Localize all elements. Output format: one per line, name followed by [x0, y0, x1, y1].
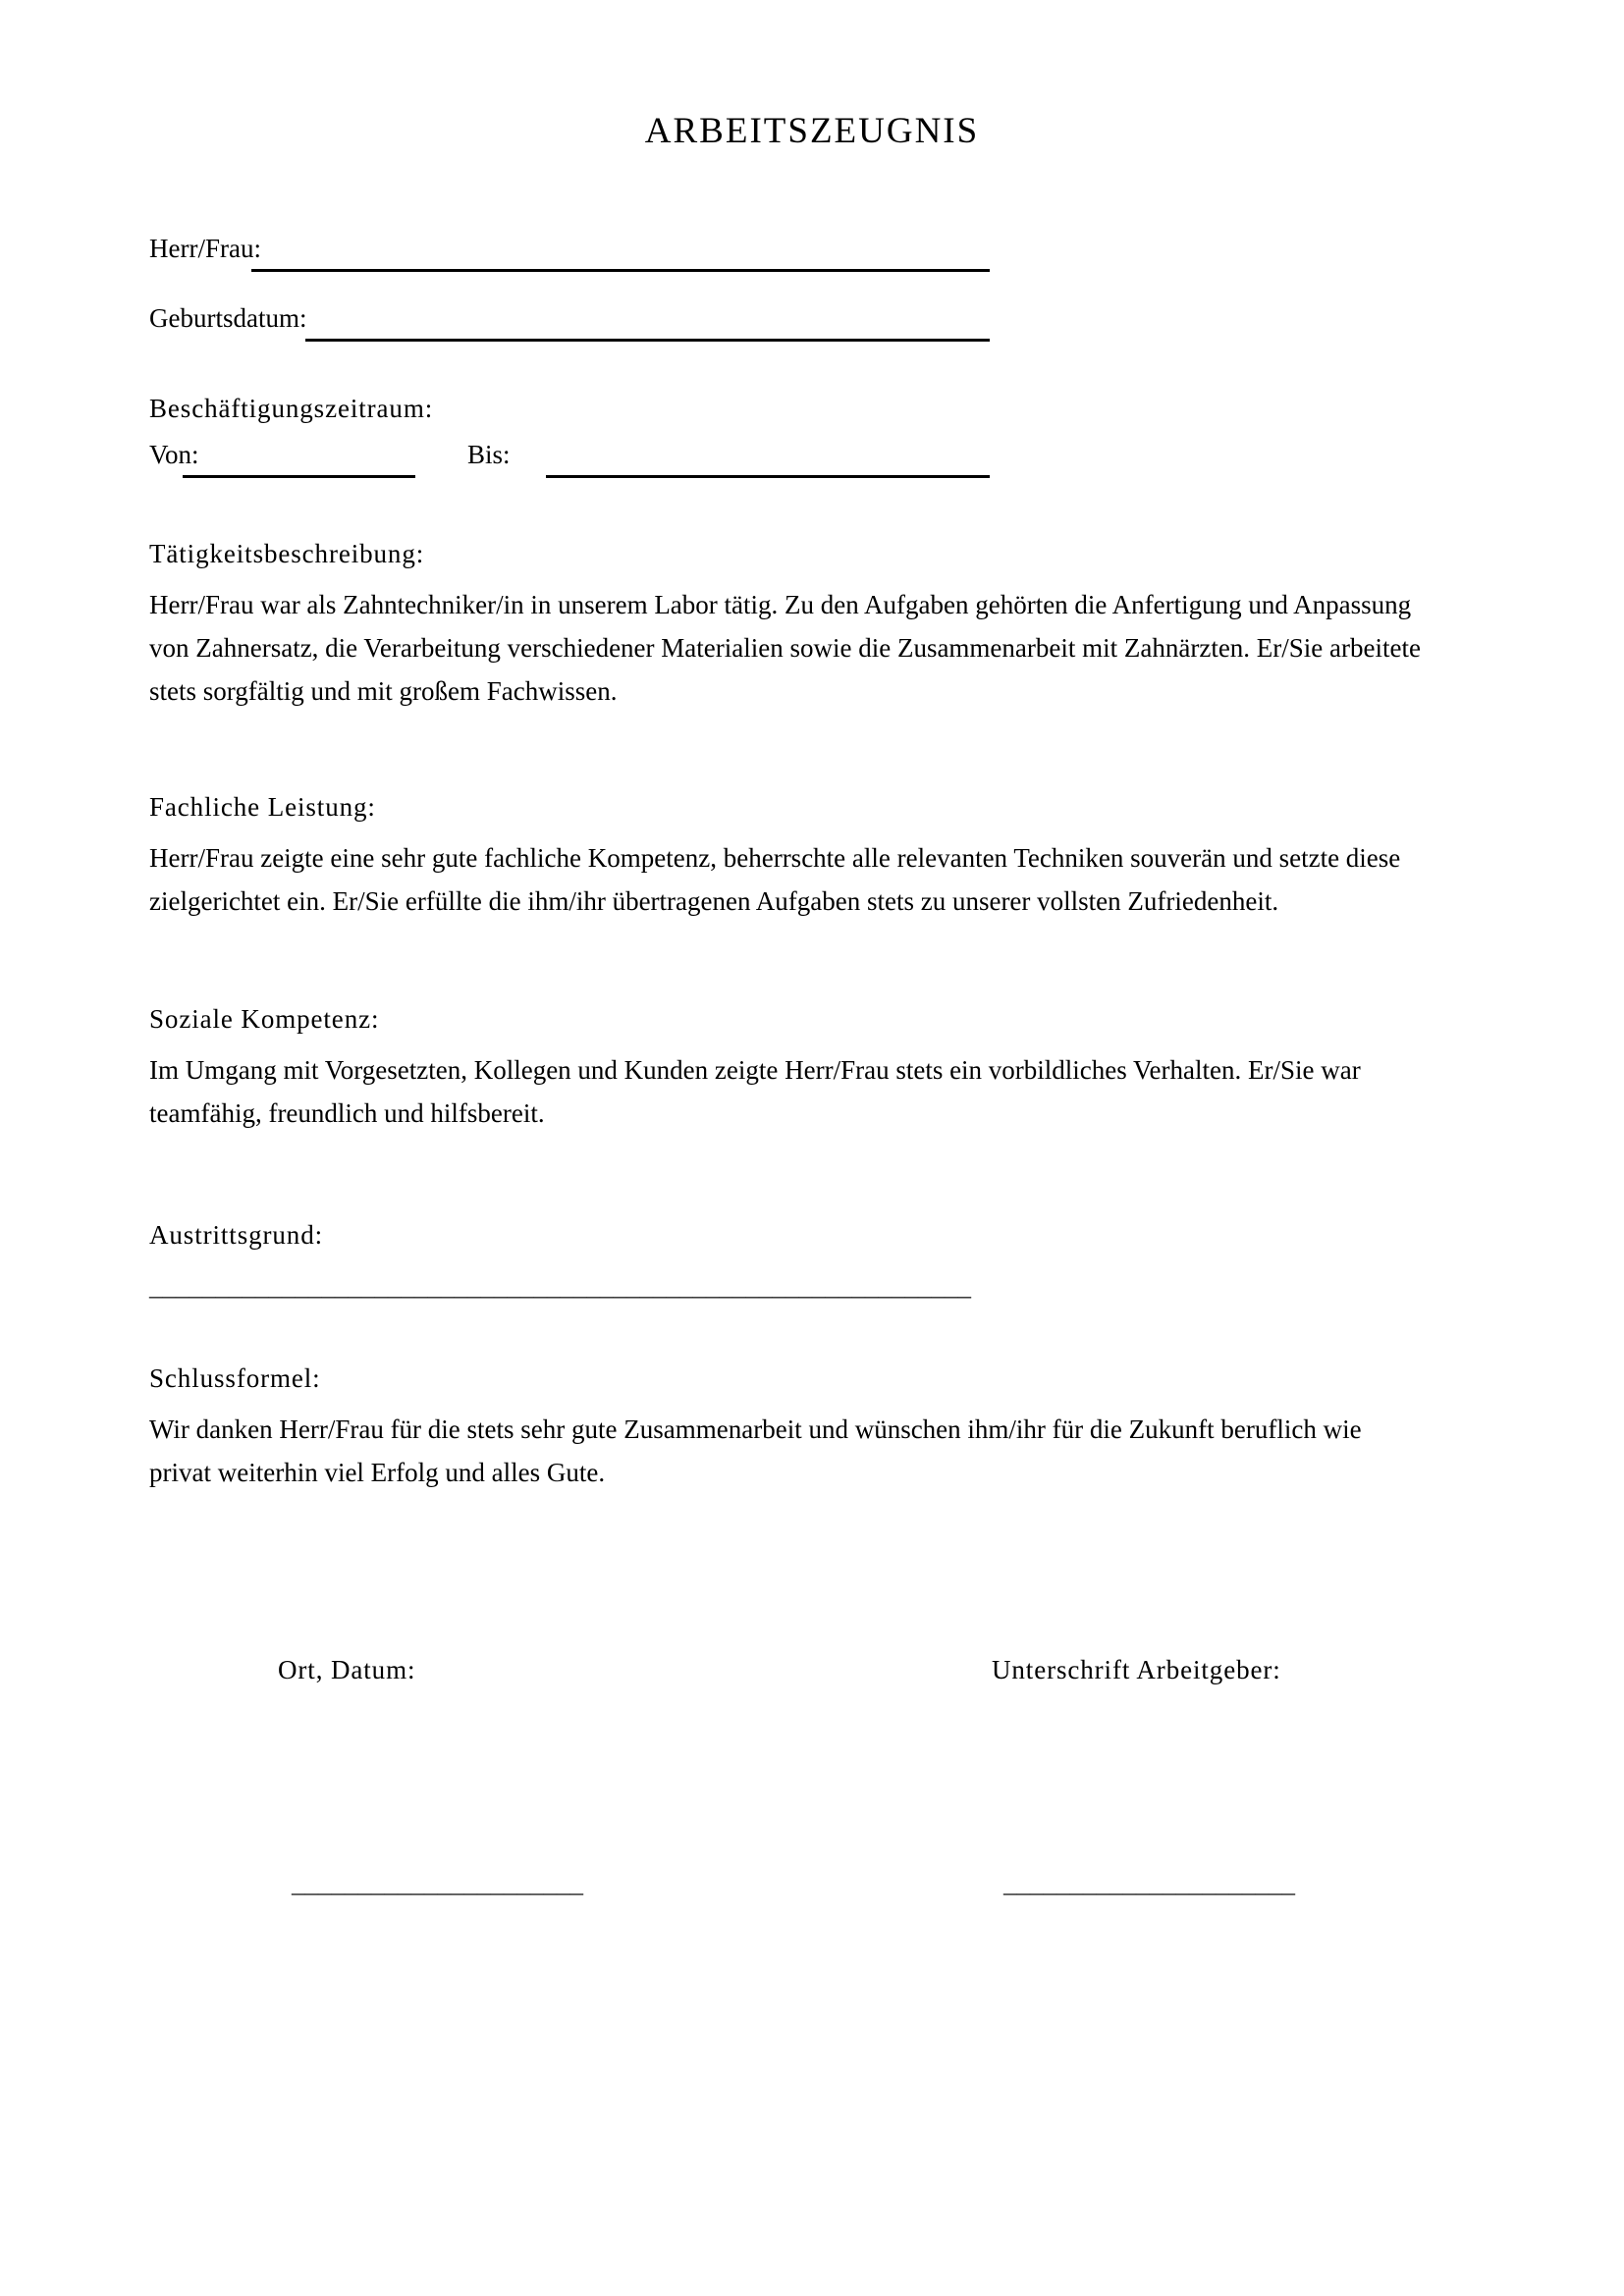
social-paragraph — [149, 1048, 1445, 1135]
activity-line: stets sorgfältig und mit großem Fachwissen. — [149, 676, 618, 706]
from-input-rule[interactable] — [183, 475, 415, 478]
name-label: Herr/Frau: — [149, 234, 261, 263]
page-title: ARBEITSZEUGNIS — [644, 111, 980, 151]
birthdate-input-rule[interactable] — [305, 339, 990, 342]
closing-line: Wir danken Herr/Frau für die stets sehr gute Zusammenarbeit und wünschen ihm/ihr für die Zukunft beruflich wie — [149, 1415, 1362, 1444]
activity-heading: Tätigkeitsbeschreibung: — [149, 539, 425, 568]
place-date-signature-line[interactable]: ______________________ — [292, 1868, 583, 1897]
reason-input-line[interactable]: ______________________________________________________________ — [149, 1271, 971, 1301]
to-input-rule[interactable] — [546, 475, 990, 478]
activity-line: von Zahnersatz, die Verarbeitung verschiedener Materialien sowie die Zusammenarbeit mit Zahnärzten. Er/Sie arbeitete — [149, 633, 1421, 663]
closing-paragraph — [149, 1408, 1445, 1494]
performance-paragraph — [149, 836, 1445, 923]
birthdate-label: Geburtsdatum: — [149, 303, 307, 333]
performance-line: Herr/Frau zeigte eine sehr gute fachliche Kompetenz, beherrschte alle relevanten Techniken souverän und setzte diese — [149, 843, 1401, 873]
performance-heading: Fachliche Leistung: — [149, 792, 376, 822]
activity-line: Herr/Frau war als Zahntechniker/in in unserem Labor tätig. Zu den Aufgaben gehörten die Anfertigung und Anpassung — [149, 590, 1412, 619]
closing-line: privat weiterhin viel Erfolg und alles Gute. — [149, 1458, 606, 1487]
reason-heading: Austrittsgrund: — [149, 1220, 324, 1250]
employment-period-label: Beschäftigungszeitraum: — [149, 394, 434, 423]
to-label: Bis: — [467, 440, 511, 469]
social-line: teamfähig, freundlich und hilfsbereit. — [149, 1098, 545, 1128]
social-heading: Soziale Kompetenz: — [149, 1004, 380, 1034]
activity-paragraph — [149, 583, 1445, 713]
employer-signature-label: Unterschrift Arbeitgeber: — [992, 1655, 1281, 1684]
social-line: Im Umgang mit Vorgesetzten, Kollegen und Kunden zeigte Herr/Frau stets ein vorbildliches Verhalten. Er/Sie war — [149, 1055, 1361, 1085]
employer-signature-line[interactable]: ______________________ — [1003, 1868, 1295, 1897]
closing-heading: Schlussformel: — [149, 1363, 321, 1393]
name-input-rule[interactable] — [251, 269, 990, 272]
performance-line: zielgerichtet ein. Er/Sie erfüllte die ihm/ihr übertragenen Aufgaben stets zu unserer vollsten Zufriedenheit. — [149, 886, 1279, 916]
place-date-label: Ort, Datum: — [278, 1655, 416, 1684]
from-label: Von: — [149, 440, 199, 469]
